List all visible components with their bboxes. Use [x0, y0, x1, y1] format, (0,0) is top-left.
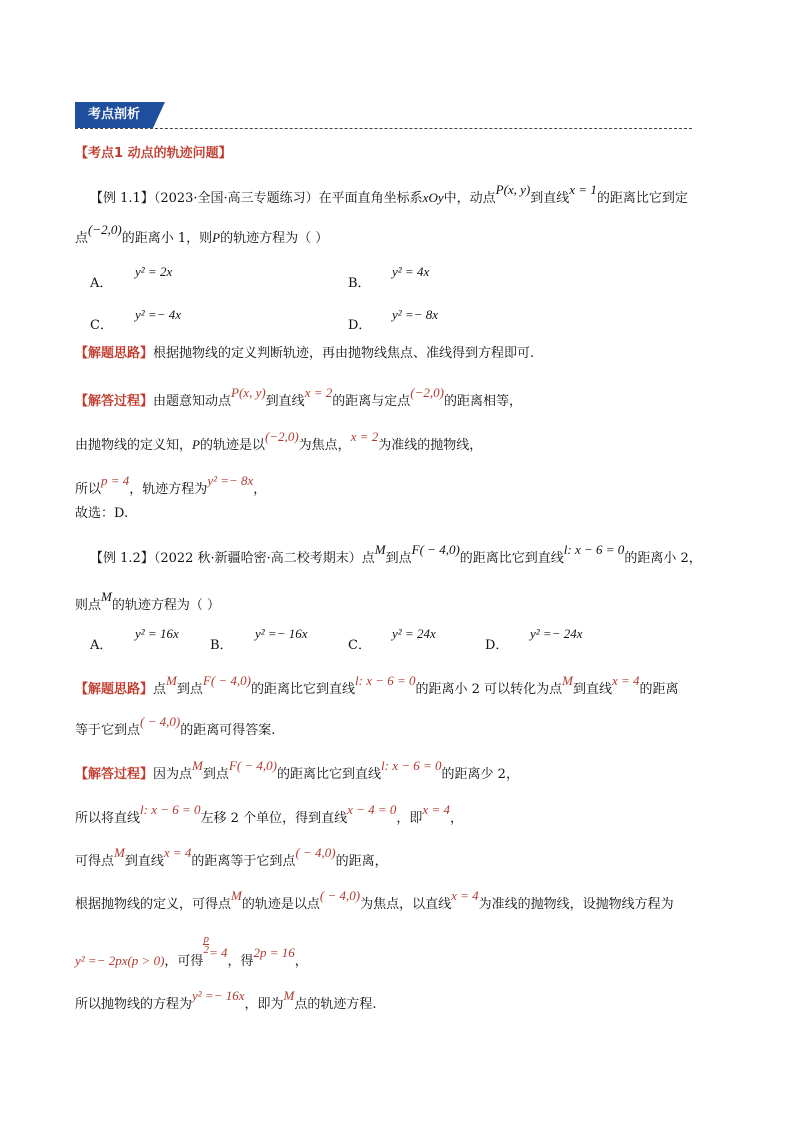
ex1-text7: 的轨迹方程为（ ）	[220, 231, 329, 246]
math: M	[562, 673, 573, 688]
text: 的轨迹是以	[199, 438, 265, 453]
math: y² =− 8x	[207, 473, 254, 488]
text: 到点	[385, 551, 412, 566]
math: y² =− 16x	[192, 988, 245, 1003]
ex2-option-d[interactable]	[485, 638, 508, 654]
ex1-line2	[75, 222, 329, 247]
ex1-text2: 中，动点	[443, 191, 496, 206]
text: 所以	[75, 482, 102, 497]
ex2-idea-label: 【解题思路】	[75, 682, 154, 697]
fraction-num: p	[203, 933, 209, 945]
ex2-proc-line1	[75, 758, 519, 783]
ex1-idea	[75, 346, 534, 362]
text: 的距离相等，	[443, 394, 522, 409]
text: 的距离可得答案.	[180, 723, 276, 738]
text: ，	[253, 482, 267, 497]
math: M	[374, 542, 386, 557]
math: ( − 4,0)	[295, 845, 336, 860]
text: 的距离小 2，	[624, 551, 702, 566]
text: 点	[153, 682, 167, 697]
text: ，可得	[164, 954, 204, 969]
option-letter: A．	[90, 638, 113, 653]
math: F( − 4,0)	[202, 673, 252, 688]
ex1-text5: 点	[75, 231, 89, 246]
text: 为准线的抛物线，	[378, 438, 483, 453]
ex2-idea-line2	[75, 714, 276, 739]
text: 为焦点，以直线	[360, 897, 452, 912]
option-letter: D．	[348, 318, 372, 333]
section-badge-tail	[153, 102, 165, 128]
math: 2p = 16	[253, 945, 295, 960]
math: P	[192, 437, 200, 452]
text: ，即为	[244, 997, 284, 1012]
ex1-option-d[interactable]	[348, 318, 371, 334]
ex1-P: P	[212, 230, 221, 245]
math: F( − 4,0)	[228, 758, 278, 773]
ex2-proc-line5	[75, 933, 308, 970]
text: 为准线的抛物线，设抛物线方程为	[478, 897, 674, 912]
math: ( − 4,0)	[140, 714, 181, 729]
text: ，	[294, 954, 308, 969]
ex2-option-c[interactable]	[348, 638, 371, 654]
ex1-text6: 的距离小 1，则	[121, 231, 213, 246]
option-letter: B．	[348, 276, 371, 291]
ex1-option-b[interactable]	[348, 276, 371, 292]
ex2-option-c-eq: y² = 24x	[392, 626, 436, 641]
text: 的距离小 2 可以转化为点	[415, 682, 563, 697]
math: F( − 4,0)	[411, 542, 460, 557]
ex1-option-c-eq: y² =− 4x	[135, 307, 181, 322]
text: 的距离比它到直线	[459, 551, 564, 566]
text: 到直线	[265, 394, 305, 409]
text: ，得	[227, 954, 254, 969]
text: ，轨迹方程为	[129, 482, 208, 497]
ex1-line-eq: x = 1	[569, 182, 597, 197]
ex2-option-d-eq: y² =− 24x	[530, 626, 583, 641]
math: x − 4 = 0	[347, 802, 397, 817]
math: M	[231, 888, 242, 903]
math: (−2,0)	[410, 385, 444, 400]
math: M	[166, 673, 177, 688]
text: 可得点	[75, 854, 115, 869]
ex1-option-c[interactable]	[90, 318, 113, 334]
text: 由题意知动点	[153, 394, 232, 409]
math: x = 2	[350, 429, 379, 444]
ex2-option-a-eq: y² = 16x	[135, 626, 179, 641]
math: M	[192, 758, 203, 773]
text: 所以抛物线的方程为	[75, 997, 193, 1012]
text: 的轨迹方程为（ ）	[111, 598, 220, 613]
text: 点的轨迹方程.	[294, 997, 377, 1012]
option-letter: D．	[485, 638, 509, 653]
option-letter: C．	[348, 638, 371, 653]
ex1-label: 【例 1.1】	[90, 191, 154, 206]
text: 的距离与定点	[332, 394, 411, 409]
text: 到点	[176, 682, 203, 697]
option-letter: B．	[210, 638, 233, 653]
text: （2022 秋·新疆哈密·高二校考期末）点	[153, 551, 375, 566]
ex2-option-b-eq: y² =− 16x	[255, 626, 308, 641]
math: l: x − 6 = 0	[381, 758, 442, 773]
text: 的距离，	[335, 854, 388, 869]
text: 的轨迹是以点	[241, 897, 320, 912]
text: 为焦点，	[298, 438, 351, 453]
ex2-proc-line3	[75, 845, 388, 870]
text: 的距离比它到直线	[251, 682, 356, 697]
math: x = 2	[304, 385, 333, 400]
math: P(x, y)	[231, 385, 266, 400]
ex2-label: 【例 1.2】	[90, 551, 154, 566]
ex1-proc-line2	[75, 429, 483, 454]
topic-title: 【考点1 动点的轨迹问题】	[75, 146, 232, 161]
ex1-point: P(x, y)	[495, 182, 531, 197]
text: 到点	[202, 767, 229, 782]
option-letter: C．	[90, 318, 113, 333]
option-letter: A．	[90, 276, 113, 291]
text: 等于它到点	[75, 723, 141, 738]
ex2-line2	[75, 589, 220, 614]
ex1-proc-label: 【解答过程】	[75, 394, 154, 409]
ex2-option-b[interactable]	[210, 638, 233, 654]
ex2-option-a[interactable]	[90, 638, 112, 654]
section-divider	[75, 128, 692, 129]
math: (−2,0)	[264, 429, 299, 444]
ex2-proc-line2	[75, 802, 463, 827]
math: ( − 4,0)	[319, 888, 361, 903]
ex1-fixed-point: (−2,0)	[88, 222, 122, 237]
text: 的距离	[639, 682, 679, 697]
ex1-proc-line3	[75, 473, 267, 498]
ex1-option-d-eq: y² =− 8x	[392, 307, 438, 322]
ex2-line1	[90, 542, 702, 567]
text: 则点	[75, 598, 102, 613]
text: 由抛物线的定义知，	[75, 438, 193, 453]
section-badge: 考点剖析	[75, 102, 153, 128]
ex2-idea-line1	[75, 673, 679, 698]
text: 的距离等于它到点	[191, 854, 296, 869]
math: = 4	[208, 945, 228, 960]
ex1-text1: （2023·全国·高三专题练习）在平面直角坐标系	[153, 191, 423, 206]
text: 到直线	[572, 682, 612, 697]
math: l: x − 6 = 0	[140, 802, 201, 817]
math: x = 4	[611, 673, 640, 688]
text: 左移 2 个单位，得到直线	[200, 811, 348, 826]
math: x = 4	[422, 802, 450, 817]
fraction-den: 2	[203, 944, 209, 956]
ex2-proc-line4	[75, 888, 674, 913]
math: l: x − 6 = 0	[355, 673, 416, 688]
text: ，	[449, 811, 463, 826]
ex1-coord: xOy	[422, 190, 444, 205]
text: 所以将直线	[75, 811, 141, 826]
math: p = 4	[101, 473, 130, 488]
math: M	[114, 845, 125, 860]
math: x = 4	[163, 845, 192, 860]
ex1-option-a-eq: y² = 2x	[135, 264, 173, 279]
text: 的距离少 2，	[441, 767, 519, 782]
text: 根据抛物线的定义，可得点	[75, 897, 232, 912]
ex1-text4: 的距离比它到定	[596, 191, 688, 206]
math: x = 4	[451, 888, 479, 903]
ex1-option-b-eq: y² = 4x	[392, 264, 430, 279]
math: l: x − 6 = 0	[563, 542, 625, 557]
math: y² =− 2px(p > 0)	[75, 953, 165, 968]
ex2-proc-line6	[75, 988, 377, 1013]
math: M	[283, 988, 295, 1003]
text: 到直线	[124, 854, 164, 869]
ex1-idea-label: 【解题思路】	[75, 346, 154, 361]
ex1-text3: 到直线	[530, 191, 570, 206]
text: ，即	[396, 811, 423, 826]
ex1-line1	[90, 182, 688, 207]
ex2-proc-label: 【解答过程】	[75, 767, 154, 782]
math: M	[101, 589, 112, 604]
ex1-option-a[interactable]	[90, 276, 112, 292]
text: 因为点	[153, 767, 193, 782]
ex1-proc-line1	[75, 385, 522, 410]
ex1-answer: 故选：D.	[75, 506, 129, 521]
text: 的距离比它到直线	[277, 767, 382, 782]
ex1-idea-text: 根据抛物线的定义判断轨迹，再由抛物线焦点、准线得到方程即可.	[153, 346, 535, 361]
